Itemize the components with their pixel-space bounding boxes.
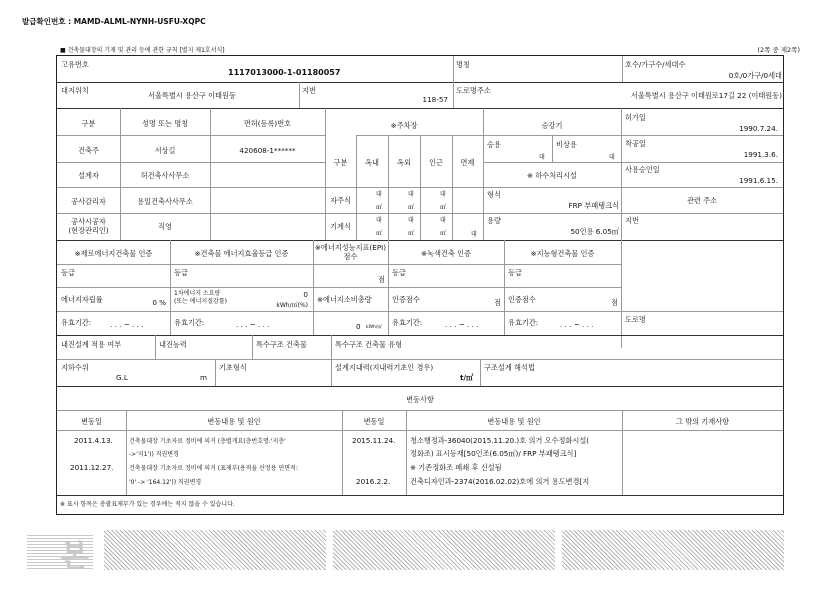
designer-label: 설계자 [78, 171, 99, 180]
primary-energy-label: 1차에너지 소요량 (또는 에너지절감률) [174, 290, 227, 305]
sewer-title: ※ 하수처리시설 [527, 171, 577, 180]
unique-no-label: 고유번호 [61, 60, 89, 69]
gl-label: G.L [116, 373, 128, 382]
sewer-type: FRP 부패탱크식 [568, 201, 619, 210]
lot-value: 118-57 [422, 95, 448, 104]
start-label: 착공일 [625, 139, 646, 148]
road-name-label: 도로명 [625, 315, 646, 324]
epi-score: ※에너지성능지표(EPI) 점수 [314, 243, 387, 261]
change-content-header: 변동내용 및 원인 [487, 417, 541, 426]
building-name-label: 명칭 [456, 60, 470, 69]
grade-label: 등급 [174, 268, 188, 277]
primary-energy-unit: kWh/㎡(%) [276, 302, 308, 309]
change-content-header: 변동내용 및 원인 [207, 417, 261, 426]
unit-dae: 대 [376, 217, 382, 224]
parking-h-nearby: 인근 [429, 158, 443, 167]
epi-unit: kWh/㎡ [366, 325, 382, 330]
change-text: 건축물대장 기초자료 정비에 의거 (층별개요(층번호명:'지층' [129, 438, 286, 445]
change-text: 정화조) 표시등재[50인조(6.05㎡)/ FRP 부패탱크식] [410, 449, 577, 458]
unit-dae: 대 [440, 217, 446, 224]
change-date: 2016.2.2. [356, 477, 391, 486]
builder-label: 공사시공자 (현장관리인) [68, 217, 109, 235]
self-sufficiency-rate: 0 % [152, 298, 166, 307]
change-text: 건축디자인과-2374(2016.02.02)호에 의거 용도변경[지 [410, 477, 590, 486]
epi-point-unit: 점 [378, 275, 385, 284]
security-pattern [333, 530, 555, 570]
change-text: 건축물대장 기초자료 정비에 의거 (표제부(용적율 산정용 연면적: [129, 465, 298, 472]
road-address-value: 서울특별시 용산구 이태원로17길 22 (이태원동) [630, 91, 782, 100]
owner-name: 서상길 [154, 146, 176, 155]
parking-mech: 기계식 [330, 222, 351, 231]
structural-analysis-label: 구조설계 해석법 [484, 363, 535, 372]
changes-title: 변동사항 [406, 395, 434, 404]
approval-label: 사용승인일 [625, 165, 660, 174]
change-date-header: 변동일 [363, 417, 385, 426]
grade-label: 등급 [392, 268, 406, 277]
valid-period-label: 유효기간: [508, 318, 539, 327]
valid-dots: . . . ~ . . . [560, 320, 594, 329]
related-address-label: 관련 주소 [686, 196, 718, 205]
cert-score-label: 인증점수 [392, 295, 420, 304]
site-value: 서울특별시 용산구 이태원동 [148, 91, 236, 100]
grade-label: 등급 [508, 268, 522, 277]
valid-dots: . . . ~ . . . [445, 320, 479, 329]
unit-m2: ㎡ [408, 230, 415, 237]
foundation-type-label: 기초형식 [219, 363, 247, 372]
parking-h-kind: 구분 [333, 158, 348, 167]
units-value: 0호/0가구/0세대 [728, 71, 782, 80]
grade-label: 등급 [61, 268, 75, 277]
designer-name: 허건축사사무소 [140, 171, 190, 180]
valid-period-label: 유효기간: [392, 318, 423, 327]
unit-dae: 대 [471, 231, 477, 238]
bearing-unit: t/㎡ [460, 373, 474, 382]
supervisor-name: 용일건축사사무소 [137, 197, 193, 206]
security-pattern [562, 530, 784, 570]
parking-self: 자주식 [330, 196, 351, 205]
parking-h-indoor: 옥내 [365, 158, 379, 167]
parking-h-exempt: 면제 [460, 158, 475, 167]
valid-period-label: 유효기간: [174, 318, 205, 327]
elevator-emergency: 비상용 [556, 140, 577, 149]
sewer-type-label: 형식 [487, 190, 501, 199]
related-lot-label: 지번 [625, 216, 639, 225]
seismic-capacity-label: 내진능력 [159, 340, 187, 349]
unit-m2: ㎡ [440, 230, 447, 237]
meter-unit: m [200, 373, 208, 382]
change-date: 2011.4.13. [74, 436, 113, 445]
cert-score-label: 인증점수 [508, 295, 536, 304]
special-structure-type-label: 특수구조 건축물 유형 [335, 340, 403, 349]
unit-dae: 대 [609, 154, 615, 161]
stamp-mark: 본 [60, 539, 89, 574]
unit-dae: 대 [408, 191, 414, 198]
total-consumption-label: ※에너지소비총량 [317, 295, 372, 304]
sewer-cap-label: 용량 [487, 216, 501, 225]
approval-date: 1991.6.15. [739, 176, 778, 185]
valid-dots: . . . ~ . . . [110, 320, 144, 329]
people-h-license: 면허(등록)번호 [243, 119, 292, 128]
parking-title: ※주차장 [390, 121, 418, 130]
footnote: ※ 표시 항목은 총괄표제부가 있는 경우에는 적지 않을 수 있습니다. [60, 501, 235, 508]
bearing-capacity-label: 설계지내력(지내력기초인 경우) [335, 363, 434, 372]
unique-no: 1117013000-1-01180057 [228, 68, 341, 77]
page-indicator: (2쪽 중 제2쪽) [757, 46, 800, 54]
unit-dae: 대 [539, 154, 545, 161]
special-structure-label: 특수구조 건축물 [256, 340, 307, 349]
supervisor-label: 공사감리자 [71, 197, 106, 206]
zero-energy-cert: ※제로에너지건축물 인증 [74, 249, 153, 258]
valid-period-label: 유효기간: [61, 318, 92, 327]
issue-number: 발급확인번호 : MAMD-ALML-NYNH-USFU-XQPC [22, 17, 206, 26]
change-text: ->'지1')) 직권변경 [129, 451, 179, 458]
road-address-label: 도로명주소 [456, 86, 491, 95]
form-title: ■ 건축물대장의 기재 및 관리 등에 관한 규칙 [별지 제1호서식] [60, 47, 225, 54]
change-date: 2015.11.24. [352, 436, 396, 445]
lot-label: 지번 [302, 86, 316, 95]
units-label: 호수/가구수/세대수 [625, 60, 686, 69]
start-date: 1991.3.6. [743, 150, 778, 159]
unit-m2: ㎡ [376, 204, 383, 211]
score-unit: 점 [494, 298, 501, 307]
unit-m2: ㎡ [440, 204, 447, 211]
green-cert: ※녹색건축 인증 [421, 249, 471, 258]
self-sufficiency-label: 에너지자립률 [61, 295, 103, 304]
people-h-kind: 구분 [81, 119, 96, 128]
change-text: 청소행정과-36040(2015.11.20.)호 의거 오수정화시설( [410, 436, 590, 445]
unit-m2: ㎡ [376, 230, 383, 237]
elevator-title: 승강기 [541, 121, 563, 130]
unit-dae: 대 [408, 217, 414, 224]
sewer-cap: 50인용 6.05㎡ [570, 227, 619, 236]
unit-dae: 대 [440, 191, 446, 198]
primary-energy-value: 0 [303, 290, 308, 299]
owner-license: 420608-1****** [239, 146, 296, 155]
security-pattern [104, 530, 326, 570]
parking-h-outdoor: 옥외 [397, 158, 411, 167]
change-date: 2011.12.27. [70, 463, 114, 472]
groundwater-label: 지하수위 [61, 363, 89, 372]
unit-m2: ㎡ [408, 204, 415, 211]
builder-name: 직영 [158, 222, 172, 231]
elevator-passenger: 승용 [487, 140, 501, 149]
owner-label: 건축주 [78, 146, 99, 155]
epi-value: 0 [356, 322, 361, 331]
site-label: 대지위치 [61, 86, 89, 95]
permit-date: 1990.7.24. [739, 124, 778, 133]
valid-dots: . . . ~ . . . [236, 320, 270, 329]
change-text: ※ 기존정화조 폐쇄 후 신설됨 [410, 463, 502, 472]
other-notes-header: 그 밖의 기재사항 [675, 417, 730, 426]
unit-dae: 대 [376, 191, 382, 198]
people-h-name: 성명 또는 명칭 [141, 119, 189, 128]
energy-grade-cert: ※건축물 에너지효율등급 인증 [194, 249, 289, 258]
seismic-design-label: 내진설계 적용 여부 [61, 340, 122, 349]
change-text: '0' -> '164.12')) 직권변경 [129, 479, 202, 486]
score-unit: 점 [611, 298, 618, 307]
change-date-header: 변동일 [81, 417, 102, 426]
permit-label: 허가일 [625, 113, 646, 122]
smart-cert: ※지능형건축물 인증 [530, 249, 595, 258]
